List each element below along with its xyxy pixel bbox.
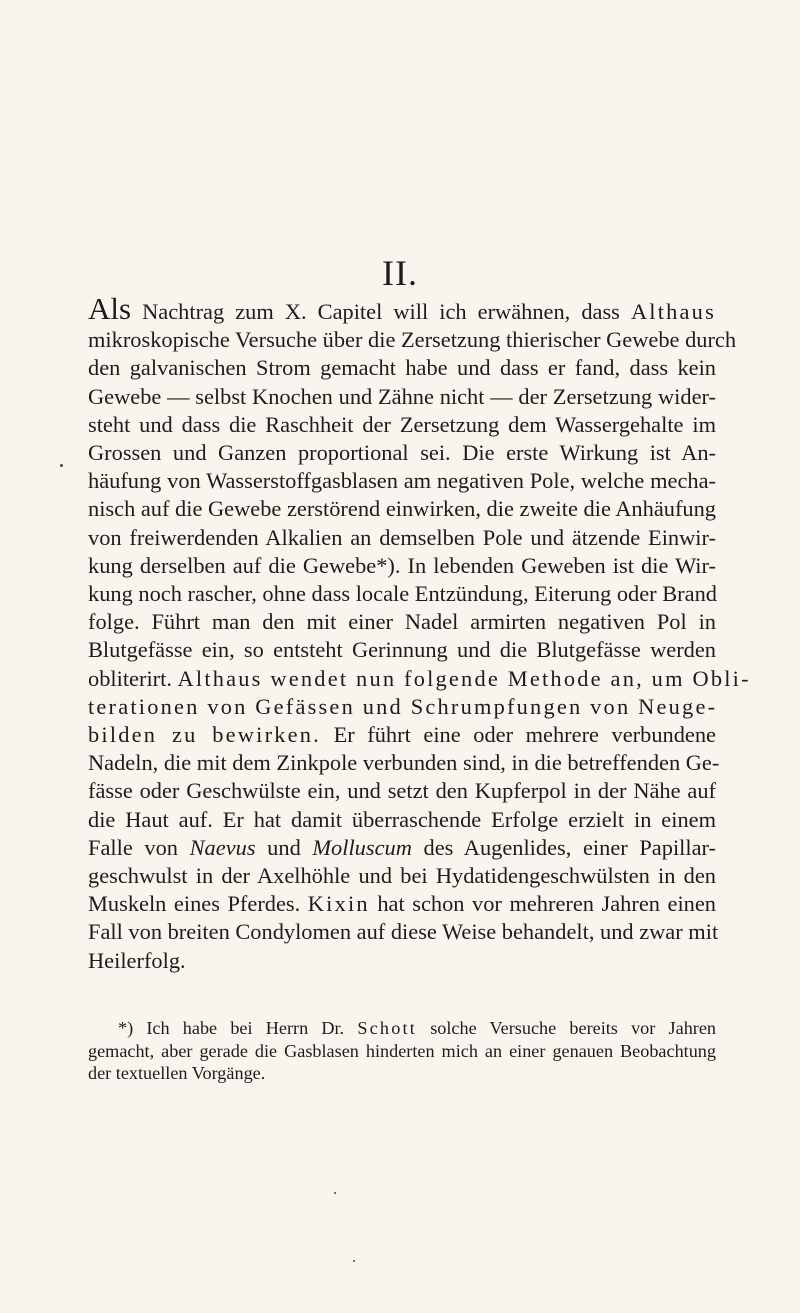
footnote-line: *) Ich habe bei Herrn Dr. Schott solche Versuche bereits vor Jahren — [118, 1018, 717, 1038]
paragraph-line: kung noch rascher, ohne dass locale Entzündung, Eiterung oder Brand — [88, 581, 717, 607]
paragraph-line: Nadeln, die mit dem Zinkpole verbunden sind, in die betreffenden Ge- — [88, 750, 720, 776]
paragraph-line: nisch auf die Gewebe zerstörend einwirken, die zweite die Anhäufung — [88, 496, 716, 522]
paragraph-line: Als Nachtrag zum X. Capitel will ich erwähnen, dass Althaus — [88, 291, 716, 326]
paragraph-line: Gewebe — selbst Knochen und Zähne nicht — der Zersetzung wider- — [88, 383, 716, 409]
paragraph-line: steht und dass die Raschheit der Zersetzung dem Wassergehalte im — [88, 411, 716, 437]
paragraph-line: mikroskopische Versuche über die Zersetzung thierischer Gewebe durch — [88, 327, 737, 353]
section-heading: II. — [382, 253, 418, 293]
spaced-emphasis: Althaus wendet nun folgende Methode an, um Obli- — [177, 665, 751, 691]
paragraph-line: geschwulst in der Axelhöhle und bei Hydatidengeschwülsten in den — [88, 863, 716, 889]
author-name: Kixin — [307, 891, 370, 917]
paper-speck — [353, 1260, 355, 1262]
italic-term: Naevus — [189, 834, 256, 860]
author-name: Althaus — [630, 299, 716, 324]
paragraph-line: bilden zu bewirken. Er führt eine oder mehrere verbundene — [88, 722, 716, 748]
paragraph-line: von freiwerdenden Alkalien an demselben Pole und ätzende Einwir- — [88, 524, 716, 550]
paragraph-line: die Haut auf. Er hat damit überraschende Erfolge erzielt in einem — [88, 806, 716, 832]
footnote-line: der textuellen Vorgänge. — [88, 1063, 266, 1083]
paragraph-line: Grossen und Ganzen proportional sei. Die erste Wirkung ist An- — [88, 440, 716, 466]
paper-speck — [334, 1192, 336, 1194]
initial-word: Als — [88, 291, 132, 326]
paragraph-line: Heilerfolg. — [88, 947, 186, 973]
paragraph-line: terationen von Gefässen und Schrumpfungen von Neuge- — [88, 693, 718, 719]
paragraph-line: fässe oder Geschwülste ein, und setzt den Kupferpol in der Nähe auf — [88, 778, 716, 804]
paragraph-line: Falle von Naevus und Molluscum des Augenlides, einer Papillar- — [88, 834, 717, 860]
author-name: Schott — [357, 1018, 417, 1038]
paragraph-line: kung derselben auf die Gewebe*). In lebenden Geweben ist die Wir- — [88, 552, 716, 578]
paragraph-line: Fall von breiten Condylomen auf diese Weise behandelt, und zwar mit — [88, 919, 719, 945]
footnote-line: gemacht, aber gerade die Gasblasen hinderten mich an einer genauen Beobachtung — [88, 1040, 716, 1061]
paragraph-line: den galvanischen Strom gemacht habe und dass er fand, dass kein — [88, 355, 716, 381]
italic-term: Molluscum — [312, 834, 412, 860]
paper-speck — [60, 464, 63, 467]
paragraph-line: obliterirt. Althaus wendet nun folgende Methode an, um Obli- — [88, 665, 751, 691]
footnote — [88, 1017, 716, 1085]
paragraph-line: Blutgefässe ein, so entsteht Gerinnung und die Blutgefässe werden — [88, 637, 716, 663]
spaced-emphasis: bilden zu bewirken. — [88, 722, 321, 748]
paragraph-line: Muskeln eines Pferdes. Kixin hat schon vor mehreren Jahren einen — [88, 891, 716, 917]
paragraph-line: folge. Führt man den mit einer Nadel armirten negativen Pol in — [88, 609, 716, 635]
main-paragraph — [88, 291, 751, 975]
paragraph-line: häufung von Wasserstoffgasblasen am negativen Pole, welche mecha- — [88, 468, 716, 494]
